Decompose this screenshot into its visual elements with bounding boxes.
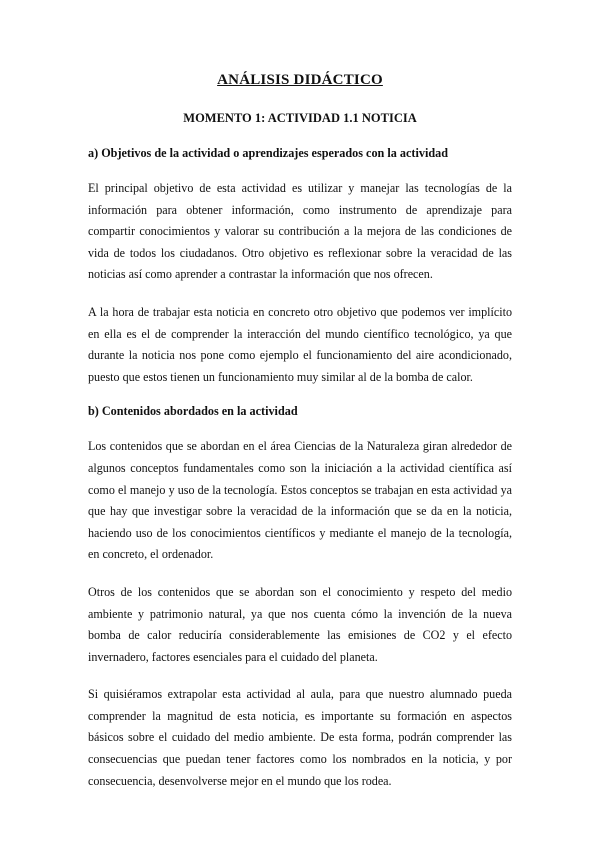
- paragraph: Si quisiéramos extrapolar esta actividad al aula, para que nuestro alumnado pueda comprender la magnitud de esta noticia, es importante su formación en aspectos básicos sobre el cuidado del medio ambiente. De esta forma, podrán comprender las consecuencias que puedan tener factores como los nombrados en la noticia, y por consecuencia, desenvolverse mejor en el mundo que los rodea.: [88, 687, 512, 788]
- section-contents: [88, 404, 512, 792]
- paragraph: Otros de los contenidos que se abordan son el conocimiento y respeto del medio ambiente y patrimonio natural, ya que nos cuenta cómo la invención de la nueva bomba de calor reduciría considerablemente las emisiones de CO2 y el efecto invernadero, factores esenciales para el cuidado del planeta.: [88, 584, 512, 664]
- document-subtitle: MOMENTO 1: ACTIVIDAD 1.1 NOTICIA: [183, 111, 417, 125]
- paragraph: El principal objetivo de esta actividad es utilizar y manejar las tecnologías de la información para obtener información, como instrumento de aprendizaje para compartir conocimientos y valorar su contribución a la mejora de las condiciones de vida de todos los ciudadanos. Otro objetivo es reflexionar sobre la veracidad de las noticias así como aprender a contrastar la información que nos ofrecen.: [88, 181, 512, 282]
- paragraph: Los contenidos que se abordan en el área Ciencias de la Naturaleza giran alrededor de algunos conceptos fundamentales como son la iniciación a la actividad científica así como el manejo y uso de la tecnología. Estos conceptos se trabajan en esta actividad ya que hay que investigar sobre la veracidad de la información que se da en la noticia, haciendo uso de los conocimientos científicos y mediante el manejo de la tecnología, en concreto, el ordenador.: [88, 439, 512, 562]
- document-title: ANÁLISIS DIDÁCTICO: [217, 72, 383, 88]
- paragraph: A la hora de trabajar esta noticia en concreto otro objetivo que podemos ver implícito en ella es el de comprender la interacción del mundo científico tecnológico, ya que durante la noticia nos pone como ejemplo el funcionamiento del aire acondicionado, puesto que estos tienen un funcionamiento muy similar al de la bomba de calor.: [88, 304, 512, 384]
- section-heading: b) Contenidos abordados en la actividad: [88, 404, 298, 419]
- section-heading: a) Objetivos de la actividad o aprendizajes esperados con la actividad: [88, 146, 448, 160]
- section-objectives: [88, 146, 512, 388]
